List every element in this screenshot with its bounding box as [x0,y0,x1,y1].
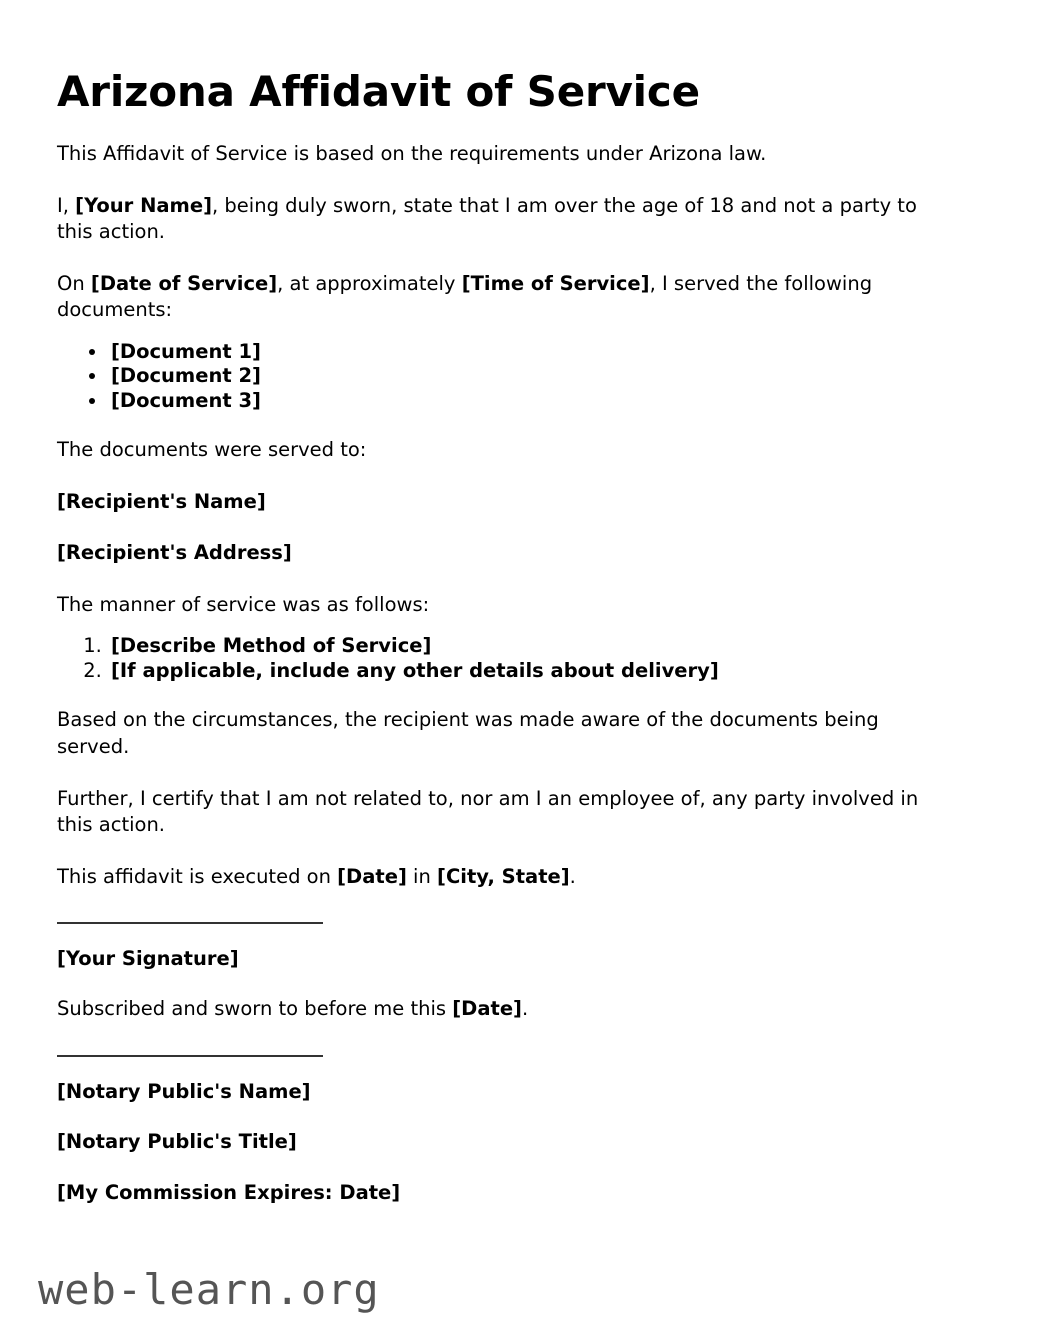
affiant-statement-paragraph: I, [Your Name], being duly sworn, state that I am over the age of 18 and not a party to this action. [57,193,917,244]
awareness-statement-paragraph: Based on the circumstances, the recipient was made aware of the documents being served. [57,708,879,758]
list-item: 2. [If applicable, include any other details about delivery] [108,659,957,684]
sworn-statement-paragraph: Subscribed and sworn to before me this [Date]. [57,997,529,1021]
execution-statement-paragraph: This affidavit is executed on [Date] in [City, State]. [57,864,576,888]
list-item: • [Document 3] [108,389,957,414]
signature-line [57,922,323,924]
notary-name: [Notary Public's Name] [57,1079,311,1103]
manner-of-service-list [57,634,957,683]
list-item: • [Document 1] [108,340,957,365]
recipient-address: [Recipient's Address] [57,541,292,565]
documents-served-list [57,340,957,414]
list-item: 1. [Describe Method of Service] [108,634,957,659]
intro-paragraph: This Affidavit of Service is based on the requirements under Arizona law. [57,142,767,166]
manner-of-service-label: The manner of service was as follows: [57,592,430,616]
page-title: Arizona Affidavit of Service [57,67,700,116]
served-to-label: The documents were served to: [57,438,367,462]
notary-title: [Notary Public's Title] [57,1130,297,1154]
relation-statement-paragraph: Further, I certify that I am not related to, nor am I an employee of, any party involved in this action. [57,786,919,837]
list-item: • [Document 2] [108,364,957,389]
signature-label: [Your Signature] [57,947,239,971]
service-statement-paragraph: On [Date of Service], at approximately [Time of Service], I served the following documents: [57,271,873,322]
site-watermark: web-learn.org [38,1265,380,1314]
recipient-name: [Recipient's Name] [57,489,266,513]
notary-signature-line [57,1055,323,1057]
notary-commission-expiry: [My Commission Expires: Date] [57,1180,401,1204]
